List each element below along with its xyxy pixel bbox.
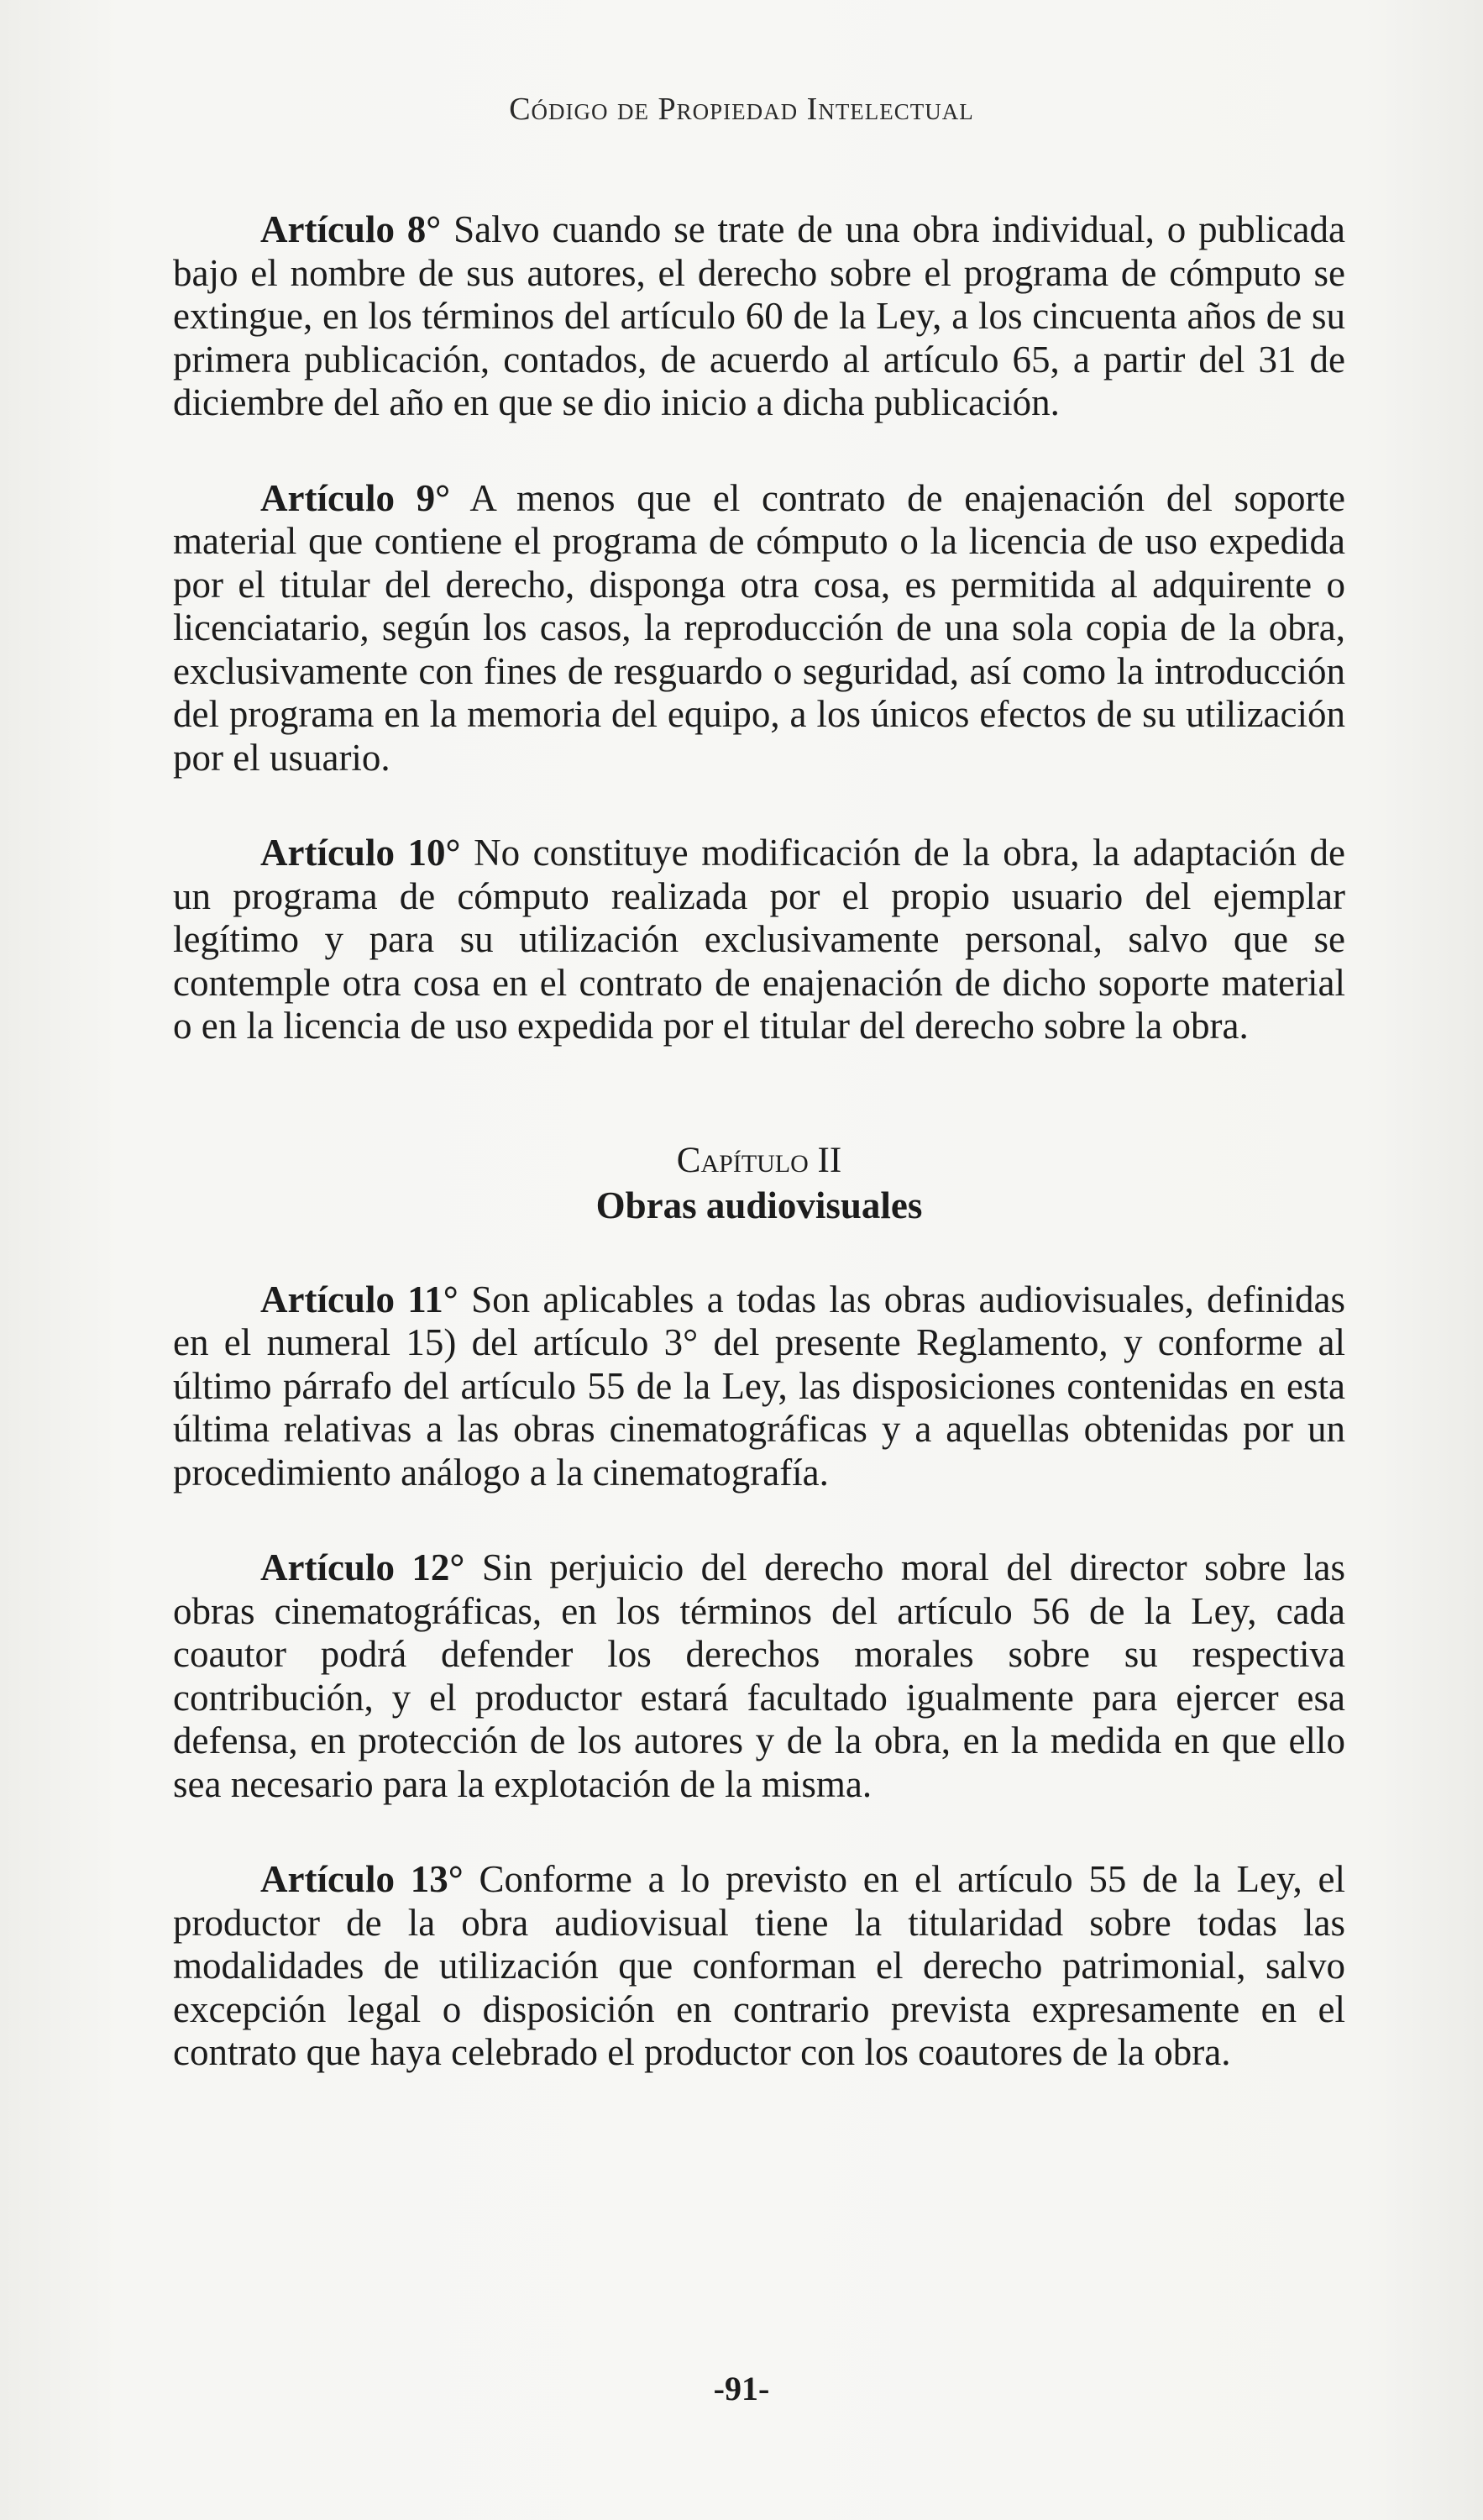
article-number: Artículo 11° bbox=[260, 1278, 459, 1320]
article-number: Artículo 10° bbox=[260, 832, 461, 874]
article-12 bbox=[173, 1546, 1345, 1806]
page-body bbox=[173, 208, 1345, 2127]
page-number: -91- bbox=[713, 2370, 770, 2407]
chapter-heading bbox=[173, 1139, 1345, 1228]
article-text: Son aplicables a todas las obras audiovisuales, definidas en el numeral 15) del artículo 3° del presente Reglamento, y conforme al último párrafo del artículo 55 de la Ley, las disposiciones contenidas en esta última relativas a las obras cinematográficas y a aquellas obtenidas por un procedimiento análogo a la cinematografía. bbox=[173, 1278, 1345, 1494]
article-8 bbox=[173, 208, 1345, 425]
article-number: Artículo 13° bbox=[260, 1858, 464, 1900]
article-text: Salvo cuando se trate de una obra individual, o publicada bajo el nombre de sus autores, el derecho sobre el programa de cómputo se extingue, en los términos del artículo 60 de la Ley, a los cincuenta años de su primera publicación, contados, de acuerdo al artículo 65, a partir del 31 de diciembre del año en que se dio inicio a dicha publicación. bbox=[173, 208, 1345, 423]
running-header: Código de Propiedad Intelectual bbox=[509, 92, 974, 127]
chapter-number: Capítulo II bbox=[676, 1140, 842, 1180]
article-text: No constituye modificación de la obra, la adaptación de un programa de cómputo realizada por el propio usuario del ejemplar legítimo y para su utilización exclusivamente personal, salvo que se contemple otra cosa en el contrato de enajenación de dicho soporte material o en la licencia de uso expedida por el titular del derecho sobre la obra. bbox=[173, 832, 1346, 1047]
article-10 bbox=[173, 832, 1345, 1048]
article-text: A menos que el contrato de enajenación del soporte material que contiene el programa de cómputo o la licencia de uso expedida por el titular del derecho, disponga otra cosa, es permitida al adquirente o licenciatario, según los casos, la reproducción de una sola copia de la obra, exclusivamente con fines de resguardo o seguridad, así como la introducción del programa en la memoria del equipo, a los únicos efectos de su utilización por el usuario. bbox=[173, 476, 1345, 779]
article-number: Artículo 8° bbox=[260, 208, 442, 250]
article-text: Sin perjuicio del derecho moral del director sobre las obras cinematográficas, en los términos del artículo 56 de la Ley, cada coautor podrá defender los derechos morales sobre su respectiva contribución, y el productor estará facultado igualmente para ejercer esa defensa, en protección de los autores y de la obra, en la medida en que ello sea necesario para la explotación de la misma. bbox=[173, 1546, 1345, 1805]
chapter-title: Obras audiovisuales bbox=[595, 1184, 923, 1226]
article-13 bbox=[173, 1858, 1345, 2075]
article-text: Conforme a lo previsto en el artículo 55 de la Ley, el productor de la obra audiovisual tiene la titularidad sobre todas las modalidades de utilización que conforman el derecho patrimonial, salvo excepción legal o disposición en contrario prevista expresamente en el contrato que haya celebrado el productor con los coautores de la obra. bbox=[173, 1858, 1346, 2073]
article-11 bbox=[173, 1278, 1345, 1495]
article-number: Artículo 9° bbox=[260, 476, 451, 519]
article-number: Artículo 12° bbox=[260, 1546, 465, 1588]
article-9 bbox=[173, 477, 1345, 780]
